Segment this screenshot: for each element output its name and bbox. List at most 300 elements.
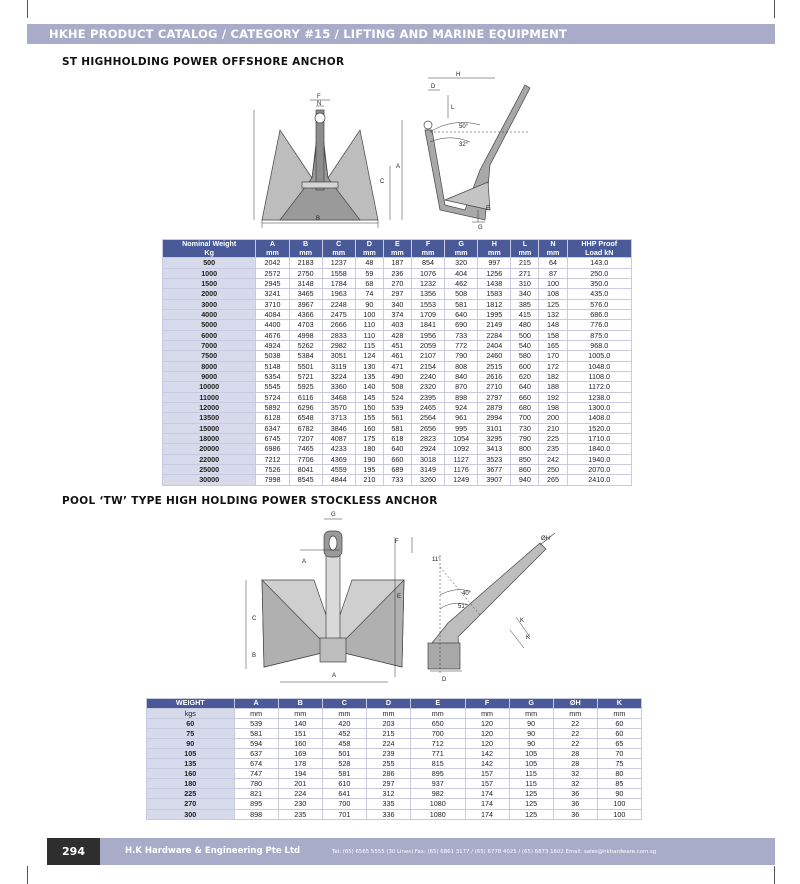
column-header-label: A	[269, 239, 276, 248]
table-cell: 1127	[445, 454, 478, 464]
table-cell: 90	[597, 789, 641, 799]
table-cell: 594	[234, 738, 278, 748]
table-cell: 2994	[478, 413, 511, 423]
table-cell: 780	[234, 779, 278, 789]
table-cell: 135	[355, 371, 383, 381]
table-cell: 1963	[322, 289, 355, 299]
table-cell: 1237	[322, 258, 355, 268]
table-cell: 508	[445, 289, 478, 299]
angle-32: 32°	[459, 142, 469, 148]
table-row	[163, 299, 632, 309]
footer-company: H.K Hardware & Engineering Pte Ltd	[125, 846, 301, 856]
table-cell: 701	[322, 809, 366, 819]
table-cell: 3570	[322, 403, 355, 413]
table-cell: 2320	[411, 382, 444, 392]
row-label: 9000	[163, 371, 256, 381]
table-cell: 22	[553, 718, 597, 728]
table-cell: 660	[511, 392, 539, 402]
column-header-unit: mm	[266, 247, 279, 257]
table-cell: 3710	[256, 299, 289, 309]
table-cell: 821	[234, 789, 278, 799]
row-label: 160	[147, 769, 235, 779]
crop-mark	[27, 866, 28, 884]
table-cell: 100	[597, 799, 641, 809]
table-cell: 1172.0	[567, 382, 631, 392]
table-cell: 2475	[322, 309, 355, 319]
row-label: 5000	[163, 320, 256, 330]
table-cell: 428	[383, 330, 411, 340]
angle-40: 40°	[462, 591, 472, 597]
column-header-label: E	[395, 239, 400, 248]
table-cell: 150	[355, 403, 383, 413]
table-cell: 3846	[322, 423, 355, 433]
table-row	[163, 403, 632, 413]
table-cell: 165	[539, 340, 567, 350]
units-row	[147, 708, 642, 718]
table-cell: 182	[539, 371, 567, 381]
table-cell: 1408.0	[567, 413, 631, 423]
table-cell: 1784	[322, 278, 355, 288]
table-cell: 1583	[478, 289, 511, 299]
table-cell: 1709	[411, 309, 444, 319]
table-cell: 194	[278, 769, 322, 779]
table-cell: 32	[553, 769, 597, 779]
table-cell: 125	[509, 809, 553, 819]
row-label: 4000	[163, 309, 256, 319]
table-row	[147, 769, 642, 779]
table-row	[147, 789, 642, 799]
table-cell: 59	[355, 268, 383, 278]
table-row	[163, 340, 632, 350]
table-cell: 312	[366, 789, 410, 799]
row-label: 11000	[163, 392, 256, 402]
column-header-label: F	[425, 239, 431, 248]
table-cell: 3360	[322, 382, 355, 392]
table-cell: 730	[511, 423, 539, 433]
label-D: D	[431, 84, 436, 90]
table-cell: 452	[322, 728, 366, 738]
table-row	[147, 718, 642, 728]
table-cell: 36	[553, 789, 597, 799]
table-cell: 2404	[478, 340, 511, 350]
row-label: 500	[163, 258, 256, 268]
section-title-stockless-anchor: POOL ‘TW’ TYPE HIGH HOLDING POWER STOCKLESS ANCHOR	[62, 495, 438, 507]
label-G: G	[478, 225, 483, 230]
table-cell: 1048.0	[567, 361, 631, 371]
angle-50: 50°	[459, 124, 469, 130]
section-title-offshore-anchor: ST HIGHHOLDING POWER OFFSHORE ANCHOR	[62, 56, 345, 68]
column-header	[567, 240, 631, 258]
table-cell: 3713	[322, 413, 355, 423]
table-row	[147, 748, 642, 758]
label-A: A	[302, 559, 307, 565]
table-cell: 336	[366, 809, 410, 819]
table-cell: 733	[445, 330, 478, 340]
table-cell: 2395	[411, 392, 444, 402]
table-cell: 1232	[411, 278, 444, 288]
table-cell: 115	[509, 769, 553, 779]
row-label: 30000	[163, 475, 256, 485]
table-header	[147, 699, 642, 709]
table-cell: 70	[597, 748, 641, 758]
table-cell: 125	[509, 789, 553, 799]
column-header	[445, 240, 478, 258]
table-row	[163, 278, 632, 288]
table-cell: 2823	[411, 434, 444, 444]
table-cell: 2924	[411, 444, 444, 454]
table-row	[163, 371, 632, 381]
table-cell: 200	[539, 413, 567, 423]
table-cell: 100	[539, 278, 567, 288]
table-cell: 4366	[289, 309, 322, 319]
table-cell: 160	[278, 738, 322, 748]
table-cell: 87	[539, 268, 567, 278]
table-cell: 2248	[322, 299, 355, 309]
table-cell: 115	[509, 779, 553, 789]
table-cell: 148	[539, 320, 567, 330]
table-cell: 854	[411, 258, 444, 268]
table-cell: 898	[234, 809, 278, 819]
table-cell: 174	[465, 799, 509, 809]
row-label: 13500	[163, 413, 256, 423]
table-cell: 6116	[289, 392, 322, 402]
table-cell: 6745	[256, 434, 289, 444]
footer-contact: Tel: (65) 6565 5555 (30 Lines) Fax: (65) 6861 3177 / (65) 6778 4025 / (65) 6873 1602 Email: sales@hkhardware.com.sg	[332, 849, 657, 855]
row-label: 18000	[163, 434, 256, 444]
table-cell: 115	[355, 340, 383, 350]
row-label: 225	[147, 789, 235, 799]
table-row	[163, 465, 632, 475]
column-header-unit: mm	[546, 247, 560, 257]
table-cell: 2616	[478, 371, 511, 381]
table-cell: 1558	[322, 268, 355, 278]
table-cell: 610	[322, 779, 366, 789]
table-cell: 3149	[411, 465, 444, 475]
table-cell: 790	[445, 351, 478, 361]
table-cell: 170	[539, 351, 567, 361]
table-cell: 85	[597, 779, 641, 789]
table-cell: 2149	[478, 320, 511, 330]
table-cell: 60	[597, 728, 641, 738]
table-cell: 3677	[478, 465, 511, 475]
table-cell: 108	[539, 289, 567, 299]
table-cell: 1080	[411, 809, 465, 819]
table-cell: 982	[411, 789, 465, 799]
table-cell: 110	[355, 320, 383, 330]
table-cell: 90	[509, 738, 553, 748]
table-cell: 174	[465, 789, 509, 799]
column-header-label: H	[491, 239, 497, 248]
table-cell: 1995	[478, 309, 511, 319]
table-cell: 508	[383, 382, 411, 392]
table-cell: 700	[322, 799, 366, 809]
table-cell: 451	[383, 340, 411, 350]
table-cell: 1940.0	[567, 454, 631, 464]
label-F: F	[395, 539, 399, 545]
table-cell: 620	[511, 371, 539, 381]
table-cell: 5892	[256, 403, 289, 413]
column-header-unit: mm	[487, 247, 501, 257]
table-cell: 640	[445, 309, 478, 319]
table-cell: 155	[355, 413, 383, 423]
table-cell: 250	[539, 465, 567, 475]
table-cell: 142	[465, 748, 509, 758]
table-cell: 1841	[411, 320, 444, 330]
table-cell: 22	[553, 728, 597, 738]
table-cell: 3523	[478, 454, 511, 464]
table-cell: 175	[355, 434, 383, 444]
table-cell: 581	[445, 299, 478, 309]
table-cell: 120	[465, 718, 509, 728]
row-label: 15000	[163, 423, 256, 433]
column-header: B	[278, 699, 322, 709]
row-label: 22000	[163, 454, 256, 464]
row-label: 20000	[163, 444, 256, 454]
column-header-unit: mm	[454, 247, 468, 257]
table-cell: 130	[355, 361, 383, 371]
table-cell: 157	[465, 779, 509, 789]
angle-11: 11°	[432, 557, 441, 563]
row-label: 75	[147, 728, 235, 738]
table-cell: 6782	[289, 423, 322, 433]
table-cell: 7998	[256, 475, 289, 485]
table-cell: 815	[411, 759, 465, 769]
column-header: D	[366, 699, 410, 709]
table-cell: 712	[411, 738, 465, 748]
table-header	[163, 240, 632, 258]
table-cell: 2240	[411, 371, 444, 381]
table-cell: 32	[553, 779, 597, 789]
table-cell: 790	[511, 434, 539, 444]
table-cell: 2564	[411, 413, 444, 423]
table-cell: 224	[278, 789, 322, 799]
unit-cell: mm	[553, 708, 597, 718]
table-cell: 187	[383, 258, 411, 268]
row-label: 1500	[163, 278, 256, 288]
table-cell: 157	[465, 769, 509, 779]
table-cell: 297	[366, 779, 410, 789]
table-row	[163, 289, 632, 299]
table-cell: 2797	[478, 392, 511, 402]
row-label: 2000	[163, 289, 256, 299]
table-cell: 561	[383, 413, 411, 423]
table-cell: 674	[234, 759, 278, 769]
label-B: B	[316, 216, 321, 222]
angle-51: 51°	[458, 604, 468, 610]
table-cell: 60	[597, 718, 641, 728]
table-cell: 4924	[256, 340, 289, 350]
table-cell: 772	[445, 340, 478, 350]
table-cell: 471	[383, 361, 411, 371]
table-cell: 5501	[289, 361, 322, 371]
table-cell: 689	[383, 465, 411, 475]
row-label: 180	[147, 779, 235, 789]
table-cell: 528	[322, 759, 366, 769]
table-cell: 6986	[256, 444, 289, 454]
table-row	[163, 361, 632, 371]
row-label: 1000	[163, 268, 256, 278]
column-header-label: L	[522, 239, 528, 248]
unit-cell: mm	[509, 708, 553, 718]
label-F: F	[317, 94, 321, 100]
column-header-label: C	[336, 239, 342, 248]
table-cell: 22	[553, 738, 597, 748]
table-cell: 3018	[411, 454, 444, 464]
column-header-unit: Load kN	[585, 247, 614, 257]
row-label: 3000	[163, 299, 256, 309]
table-cell: 2284	[478, 330, 511, 340]
column-header-label: B	[303, 239, 309, 248]
table-row	[163, 423, 632, 433]
table-cell: 3241	[256, 289, 289, 299]
table-cell: 192	[539, 392, 567, 402]
table-body	[147, 708, 642, 819]
table-row	[163, 413, 632, 423]
table-cell: 1092	[445, 444, 478, 454]
column-header-label: HHP Proof	[581, 239, 618, 248]
table-cell: 335	[366, 799, 410, 809]
table-cell: 3260	[411, 475, 444, 485]
table-cell: 255	[366, 759, 410, 769]
label-A-bottom: A	[332, 673, 337, 679]
label-E: E	[397, 594, 402, 600]
table-cell: 1840.0	[567, 444, 631, 454]
unit-cell: mm	[597, 708, 641, 718]
table-row	[147, 799, 642, 809]
unit-cell: mm	[465, 708, 509, 718]
table-cell: 2059	[411, 340, 444, 350]
table-cell: 461	[383, 351, 411, 361]
label-C: C	[380, 179, 385, 185]
table-row	[147, 779, 642, 789]
unit-cell: mm	[234, 708, 278, 718]
table-cell: 501	[322, 748, 366, 758]
table-cell: 124	[355, 351, 383, 361]
unit-cell: kgs	[147, 708, 235, 718]
table-cell: 2656	[411, 423, 444, 433]
column-header	[355, 240, 383, 258]
table-cell: 120	[465, 728, 509, 738]
table-cell: 860	[511, 465, 539, 475]
table-cell: 1553	[411, 299, 444, 309]
table-cell: 1256	[478, 268, 511, 278]
label-D: D	[442, 677, 447, 683]
table-cell: 458	[322, 738, 366, 748]
table-cell: 640	[511, 382, 539, 392]
table-cell: 6296	[289, 403, 322, 413]
row-label: 12000	[163, 403, 256, 413]
column-header-unit: mm	[332, 247, 346, 257]
table-cell: 3148	[289, 278, 322, 288]
unit-cell: mm	[278, 708, 322, 718]
table-row	[163, 475, 632, 485]
table-cell: 637	[234, 748, 278, 758]
table-cell: 236	[383, 268, 411, 278]
row-label: 135	[147, 759, 235, 769]
table-cell: 2410.0	[567, 475, 631, 485]
label-OH: ØH	[541, 536, 550, 542]
table-cell: 145	[355, 392, 383, 402]
table-cell: 2515	[478, 361, 511, 371]
column-header-unit: mm	[518, 247, 532, 257]
label-K-2: K	[526, 635, 531, 641]
table-cell: 641	[322, 789, 366, 799]
table-row	[147, 809, 642, 819]
table-cell: 235	[539, 444, 567, 454]
table-cell: 65	[597, 738, 641, 748]
table-cell: 5724	[256, 392, 289, 402]
table-cell: 1080	[411, 799, 465, 809]
table-cell: 132	[539, 309, 567, 319]
table-row	[147, 738, 642, 748]
table-cell: 64	[539, 258, 567, 268]
table-cell: 120	[465, 738, 509, 748]
table-row	[163, 454, 632, 464]
table-cell: 2107	[411, 351, 444, 361]
column-header-label: G	[458, 239, 464, 248]
unit-cell: mm	[322, 708, 366, 718]
table-cell: 48	[355, 258, 383, 268]
table-cell: 105	[509, 748, 553, 758]
row-label: 6000	[163, 330, 256, 340]
table-row	[163, 268, 632, 278]
table-cell: 5354	[256, 371, 289, 381]
table-cell: 3907	[478, 475, 511, 485]
table-cell: 690	[445, 320, 478, 330]
table-cell: 995	[445, 423, 478, 433]
table-cell: 961	[445, 413, 478, 423]
table-cell: 125	[509, 799, 553, 809]
table-cell: 224	[366, 738, 410, 748]
column-header: A	[234, 699, 278, 709]
table-cell: 3119	[322, 361, 355, 371]
page-number: 294	[47, 838, 100, 865]
table-cell: 3967	[289, 299, 322, 309]
table-cell: 660	[383, 454, 411, 464]
table-cell: 435.0	[567, 289, 631, 299]
table-cell: 4400	[256, 320, 289, 330]
unit-cell: mm	[411, 708, 465, 718]
table-cell: 385	[511, 299, 539, 309]
table-cell: 6548	[289, 413, 322, 423]
table-cell: 286	[366, 769, 410, 779]
table-cell: 1710.0	[567, 434, 631, 444]
table-cell: 140	[278, 718, 322, 728]
table-cell: 875.0	[567, 330, 631, 340]
column-header: G	[509, 699, 553, 709]
column-header-label: Nominal Weight	[182, 239, 237, 248]
table-cell: 581	[322, 769, 366, 779]
table-cell: 310	[511, 278, 539, 288]
table-cell: 143.0	[567, 258, 631, 268]
table-cell: 7212	[256, 454, 289, 464]
table-cell: 2154	[411, 361, 444, 371]
table-cell: 5038	[256, 351, 289, 361]
table-cell: 172	[539, 361, 567, 371]
table-cell: 3051	[322, 351, 355, 361]
row-label: 300	[147, 809, 235, 819]
table-cell: 1300.0	[567, 403, 631, 413]
table-cell: 2572	[256, 268, 289, 278]
column-header	[289, 240, 322, 258]
table-cell: 490	[383, 371, 411, 381]
table-cell: 2945	[256, 278, 289, 288]
table-cell: 700	[411, 728, 465, 738]
table-cell: 5545	[256, 382, 289, 392]
table-cell: 350.0	[567, 278, 631, 288]
table-cell: 700	[511, 413, 539, 423]
table-row	[163, 258, 632, 268]
